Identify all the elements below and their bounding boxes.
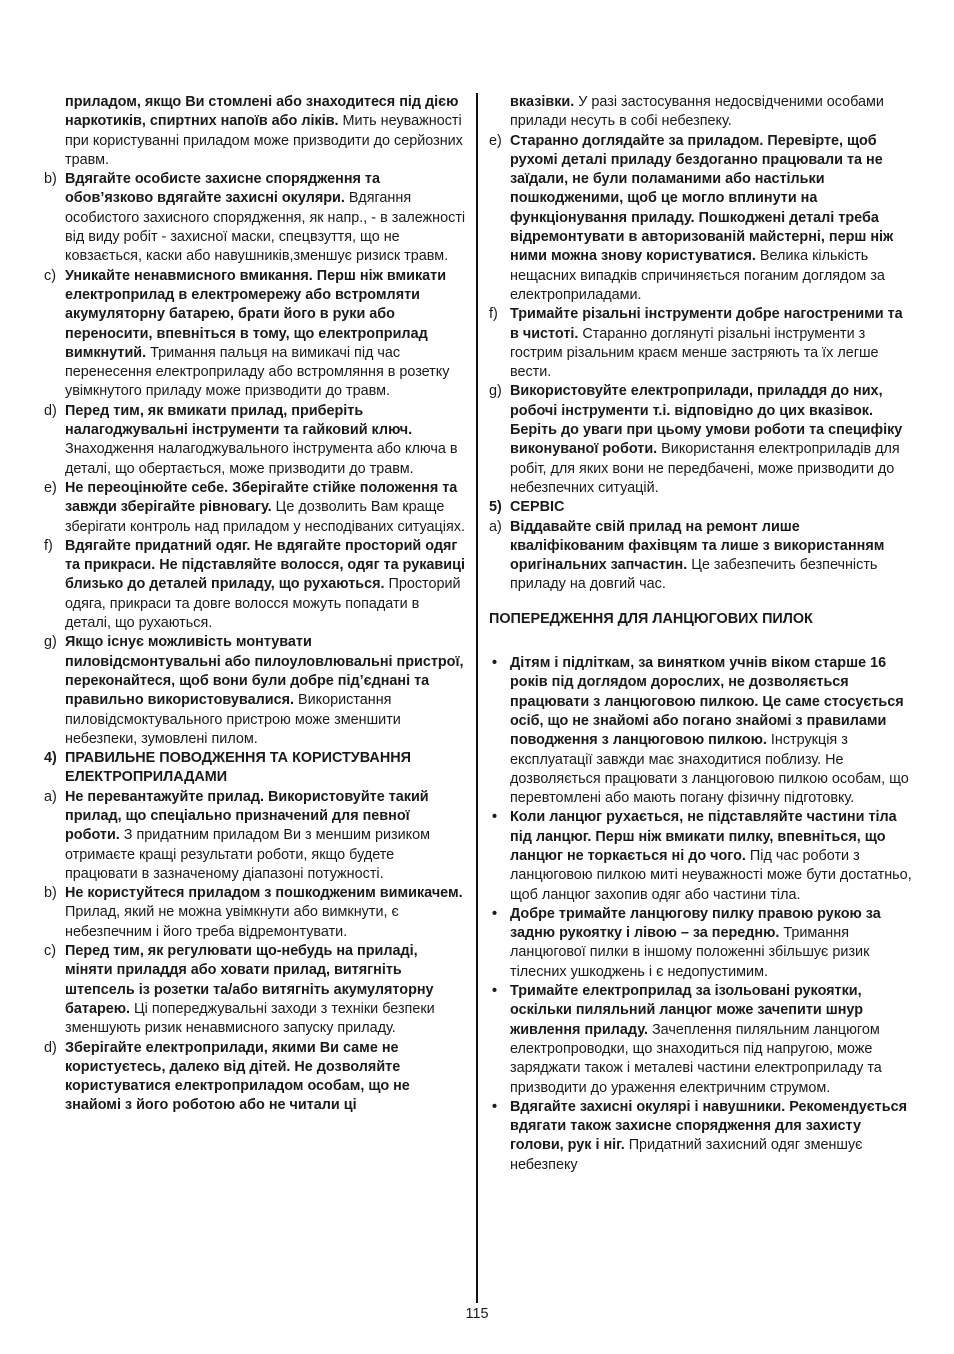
- intro-paragraph: [44, 93, 466, 170]
- list-item: [489, 518, 913, 595]
- column-divider: [476, 93, 478, 1303]
- item-text: Старанно доглянуті різальні інструменти з гострим різальним краєм менше застряють та їх легше вести.: [510, 325, 879, 381]
- item-marker: g): [44, 634, 57, 651]
- bullet-marker: •: [492, 983, 498, 1000]
- list-item: [44, 170, 466, 266]
- section-5-title: СЕРВІС: [510, 499, 565, 516]
- item-bold-text: Не перевантажуйте прилад. Використовуйте такий прилад, що спеціально призначений для певної роботи.: [65, 788, 429, 844]
- item-text: Прилад, який не можна увімкнути або вимкнути, є небезпечним і його треба відремонтувати.: [65, 904, 399, 940]
- item-text: Придатний захисний одяг зменшує небезпеку: [510, 1137, 863, 1173]
- list-item: [44, 633, 466, 749]
- item-text: Зачеплення пиляльним ланцюгом електропроводки, що знаходиться під напругою, може заряджати також і металеві частини електроприладу та призводити до ураження електричним струмом.: [510, 1021, 882, 1096]
- item-marker: f): [44, 537, 53, 554]
- right-column: [489, 93, 913, 1175]
- item-bold-text: Старанно доглядайте за приладом. Перевірте, щоб рухомі деталі приладу бездоганно працювали та не заїдали, не були поламаними або настільки пошкодженими, щоб це могло вплинути на функціонування приладу. Пошкоджені деталі треба відремонтувати в авторизованій майстерні, перш ніж ними можна знову користуватися.: [510, 132, 894, 265]
- item-bold-text: Тримайте різальні інструменти добре нагостреними та в чистоті.: [510, 306, 903, 342]
- item-text: Інструкція з експлуатації завжди має знаходитися поблизу. Не дозволяється працювати з ланцюговою пилкою особам, що перевтомлені або мають погану фізичну підготовку.: [510, 732, 909, 807]
- list-item: [489, 132, 913, 306]
- item-marker: a): [44, 788, 57, 805]
- list-item: [44, 788, 466, 884]
- item-marker: g): [489, 383, 502, 400]
- item-bold-text: Дітям і підліткам, за винятком учнів віком старше 16 років під доглядом дорослих, не дозволяється працювати з ланцюговою пилкою. Це саме стосується осіб, що не знайомі або погано знайомі з правилами поводження з ланцюговою пилкою.: [510, 655, 904, 749]
- section-5-items-list: [489, 518, 913, 595]
- intro-bold: приладом, якщо Ви стомлені або знаходитеся під дією наркотиків, спиртних напоїв або ліків.: [65, 94, 459, 130]
- continuation-paragraph: [489, 93, 913, 132]
- item-text: Просторий одяга, прикраси та довге волосся можуть попадати в деталі, що рухаються.: [65, 576, 461, 632]
- list-item: [44, 479, 466, 537]
- continuation-bold: вказівки.: [510, 94, 575, 110]
- item-text: Тримання пальця на вимикачі під час перенесення електроприладу або встромляння в розетку увімкнутого приладу може призводити до травм.: [65, 344, 450, 400]
- section-5-heading: [489, 498, 913, 517]
- bullet-marker: •: [492, 655, 498, 672]
- item-bold-text: Вдягайте особисте захисне спорядження та обов’язково вдягайте захисні окуляри.: [65, 171, 380, 207]
- item-marker: e): [44, 479, 57, 496]
- item-bold-text: Коли ланцюг рухається, не підставляйте частини тіла під ланцюг. Перш ніж вмикати пилку, впевніться, що ланцюг не торкається ні до чого.: [510, 809, 897, 864]
- item-text: Це забезпечить безпечність приладу на довгий час.: [510, 557, 878, 593]
- item-bold-text: Не переоцінюйте себе. Зберігайте стійке положення та завжди зберігайте рівновагу.: [65, 479, 458, 516]
- item-text: Під час роботи з ланцюговою пилкою миті неуважності може бути достатньо, щоб ланцюг захопив одяг або частини тіла.: [510, 847, 912, 903]
- list-item: [489, 382, 913, 498]
- page-number: 115: [465, 1306, 489, 1322]
- intro-text: Мить неуважності при користуванні приладом може призводити до серйозних травм.: [65, 113, 463, 168]
- item-marker: f): [489, 306, 498, 323]
- section-5-number: 5): [489, 499, 502, 516]
- item-marker: c): [44, 267, 56, 284]
- item-marker: b): [44, 171, 57, 188]
- list-item: [44, 537, 466, 633]
- list-item: [44, 884, 466, 942]
- chainsaw-section-title: ПОПЕРЕДЖЕННЯ ДЛЯ ЛАНЦЮГОВИХ ПИЛОК: [489, 610, 813, 627]
- item-bold-text: Віддавайте свій прилад на ремонт лише кваліфікованим фахівцям та лише з використанням оригінальних запчастин.: [510, 518, 885, 574]
- section-4-number: 4): [44, 750, 57, 767]
- bullet-marker: •: [492, 905, 498, 922]
- section-4-items-list: [44, 788, 466, 1116]
- item-text: Знаходження налагоджувального інструмента або ключа в деталі, що обертається, може призводити до травм.: [65, 441, 458, 477]
- left-column: [44, 93, 466, 1116]
- item-bold-text: Добре тримайте ланцюгову пилку правою рукою за задню рукоятку і лівою – за передню.: [510, 905, 881, 942]
- item-bold-text: Перед тим, як вмикати прилад, приберіть налагоджувальні інструменти та гайковий ключ.: [65, 402, 413, 439]
- item-text: З придатним приладом Ви з меншим ризиком отримаєте кращі результати роботи, якщо будете працювати в зазначеному діапазоні потужності.: [65, 827, 430, 882]
- chainsaw-warnings-list: [489, 654, 913, 1175]
- item-text: Вдягання особистого захисного спорядження, як напр., - в залежності від виду робіт - захисної маски, спецвзуття, що не ковзається, каски або навушників,зменшує ризиск травм.: [65, 190, 466, 265]
- safety-items-list: [44, 170, 466, 749]
- item-bold-text: Вдягайте захисні окулярі і навушники. Рекомендується вдягати також захисне спорядження для захисту голови, рук і ніг.: [510, 1098, 907, 1154]
- bullet-marker: •: [492, 1098, 498, 1115]
- item-marker: d): [44, 402, 57, 419]
- item-text: Використання електроприладів для робіт, для яких вони не передбачені, може призводити до небезпечних ситуацій.: [510, 441, 900, 496]
- item-bold-text: Якщо існує можливість монтувати пиловідсмонтувальні або пилоуловлювальні пристрої, переконайтеся, щоб вони були добре під’єднані та правильно використовувалися.: [65, 634, 464, 709]
- list-item: [489, 305, 913, 382]
- list-item: [44, 267, 466, 402]
- item-bold-text: Не користуйтеся приладом з пошкодженим вимикачем.: [65, 885, 463, 902]
- item-marker: a): [489, 518, 502, 535]
- section-4-heading: [44, 749, 466, 788]
- item-text: Це дозволить Вам краще зберігати контроль над приладом у несподіваних ситуаціях.: [65, 499, 465, 535]
- item-marker: b): [44, 885, 57, 902]
- item-marker: c): [44, 943, 56, 960]
- item-bold-text: Використовуйте електроприлади, приладдя до них, робочі інструменти т.і. відповідно до цих вказівок. Беріть до уваги при цьому умови роботи та специфіку виконуваної роботи.: [510, 383, 903, 458]
- list-item: [44, 1039, 466, 1116]
- item-text: Використання пиловідсмоктувального пристрою може зменшити небезпеки, зумовлені пилом.: [65, 692, 401, 747]
- bullet-marker: •: [492, 809, 498, 826]
- bullet-item: [489, 905, 913, 982]
- list-item: [44, 942, 466, 1038]
- item-text: Тримання ланцюгової пилки в іншому положенні збільшує ризик тілесних ушкоджень і є недопустимим.: [510, 925, 870, 980]
- item-bold-text: Зберігайте електроприлади, якими Ви саме не користуєтесь, далеко від дітей. Не дозволяйте користуватися електроприладом особам, що не знайомі з його роботою або не читали ці: [65, 1039, 410, 1114]
- item-bold-text: Уникайте ненавмисного вмикання. Перш ніж вмикати електроприлад в електромережу або встромляти акумуляторну батарею, брати його в руки або переносити, впевніться в тому, що електроприлад вимкнутий.: [65, 267, 447, 361]
- item-bold-text: Вдягайте придатний одяг. Не вдягайте просторий одяг та прикраси. Не підставляйте волосся, одяг та рукавиці близько до деталей приладу, що рухаються.: [65, 537, 465, 593]
- section-4-items-cont-list: [489, 132, 913, 499]
- item-bold-text: Перед тим, як регулювати що-небудь на приладі, міняти приладдя або ховати прилад, витягніть штепсель із розетки та/або витягніть акумуляторну батарею.: [65, 943, 434, 1017]
- item-marker: d): [44, 1039, 57, 1056]
- bullet-item: [489, 1098, 913, 1175]
- list-item: [44, 402, 466, 479]
- item-text: Ці попереджувальні заходи з техніки безпеки зменшують ризик ненавмисного запуску приладу.: [65, 1000, 435, 1037]
- bullet-item: [489, 982, 913, 1098]
- item-bold-text: Тримайте електроприлад за ізольовані рукоятки, оскільки пиляльний ланцюг може зачепити шнур живлення приладу.: [510, 983, 864, 1038]
- bullet-item: [489, 808, 913, 904]
- bullet-item: [489, 654, 913, 808]
- item-marker: e): [489, 132, 502, 149]
- continuation-text: У разі застосування недосвідченими особами прилади несуть в собі небезпеку.: [510, 94, 884, 130]
- item-text: Велика кількість нещасних випадків спричиняється поганим доглядом за електроприладами.: [510, 248, 885, 303]
- section-4-title: ПРАВИЛЬНЕ ПОВОДЖЕННЯ ТА КОРИСТУВАННЯ ЕЛЕКТРОПРИЛАДАМИ: [65, 750, 411, 786]
